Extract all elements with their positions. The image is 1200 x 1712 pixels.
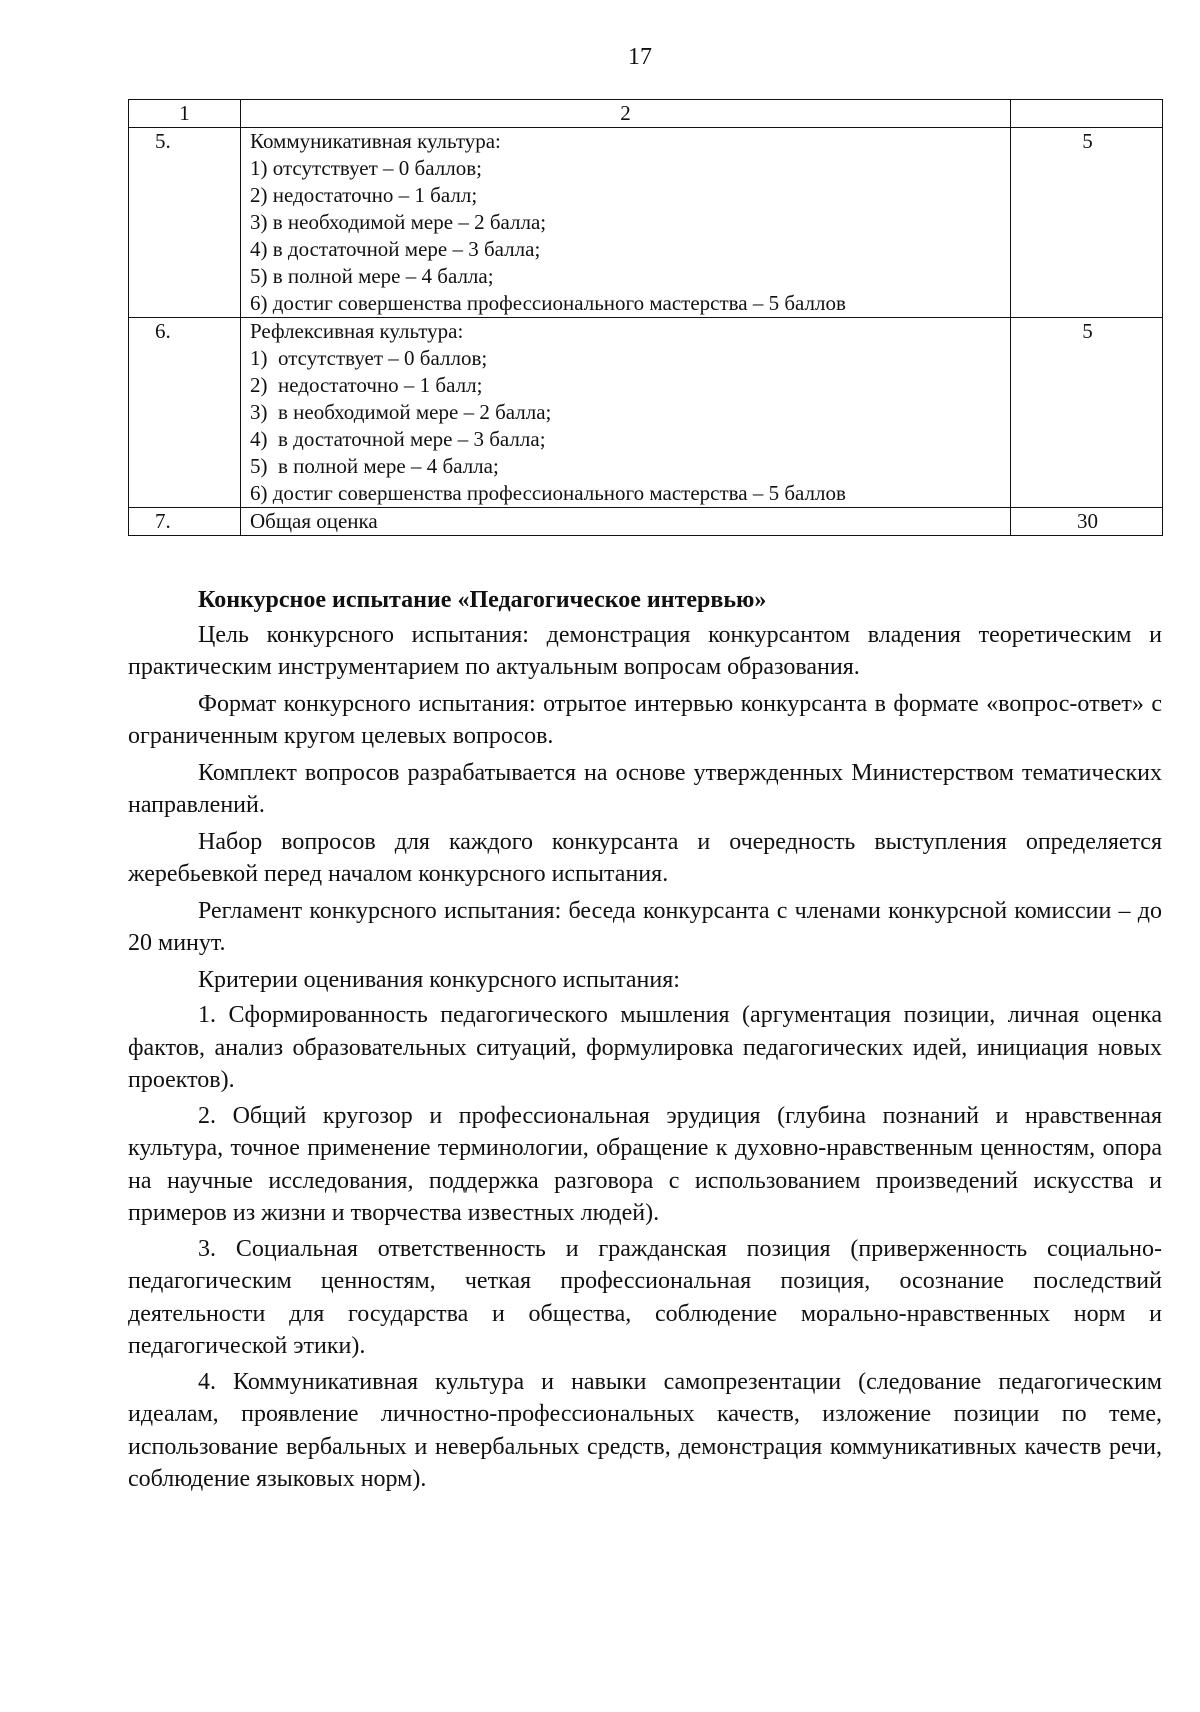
table-row <box>129 128 1163 318</box>
row-score: 30 <box>1011 508 1163 536</box>
page-number: 17 <box>628 44 652 70</box>
criterion-paragraph: 2. Общий кругозор и профессиональная эрудиция (глубина познаний и нравственная культура, точное применение терминологии, обращение к духовно-нравственным ценностям, опора на научные исследования, поддержка разговора с использованием произведений искусства и примеров из жизни и творчества известных людей). <box>128 1102 1162 1226</box>
paragraph-goal: Цель конкурсного испытания: демонстрация конкурсантом владения теоретическим и практическим инструментарием по актуальным вопросам образования. <box>128 621 1162 680</box>
criterion-item: 6) достиг совершенства профессионального мастерства – 5 баллов <box>250 291 846 315</box>
criterion-title: Рефлексивная культура: <box>250 319 464 343</box>
table-row <box>129 508 1163 536</box>
criterion-title: Общая оценка <box>250 509 378 533</box>
row-score: 5 <box>1011 128 1163 318</box>
criterion-item: 3) в необходимой мере – 2 балла; <box>250 210 547 234</box>
criterion-item: 2) недостаточно – 1 балл; <box>250 373 483 397</box>
criterion-item: 4) в достаточной мере – 3 балла; <box>250 427 546 451</box>
criteria-table <box>128 99 1163 536</box>
row-criterion <box>241 508 1011 536</box>
section-heading: Конкурсное испытание «Педагогическое интервью» <box>198 587 767 613</box>
criterion-item: 4) в достаточной мере – 3 балла; <box>250 237 541 261</box>
paragraph-question-set: Комплект вопросов разрабатывается на основе утвержденных Министерством тематических направлений. <box>128 759 1162 818</box>
criterion-title: Коммуникативная культура: <box>250 129 501 153</box>
header-cell-criterion: 2 <box>241 100 1011 128</box>
header-cell-score <box>1011 100 1163 128</box>
criterion-item: 1) отсутствует – 0 баллов; <box>250 156 482 180</box>
table-row <box>129 318 1163 508</box>
table-header-row <box>129 100 1163 128</box>
criterion-item: 1) отсутствует – 0 баллов; <box>250 346 488 370</box>
header-cell-number: 1 <box>129 100 241 128</box>
row-score: 5 <box>1011 318 1163 508</box>
paragraph-regulation: Регламент конкурсного испытания: беседа конкурсанта с членами конкурсной комиссии – до 20 минут. <box>128 897 1162 956</box>
criterion-paragraph: 1. Сформированность педагогического мышления (аргументация позиции, личная оценка фактов, анализ образовательных ситуаций, формулировка педагогических идей, инициация новых проектов). <box>128 1002 1162 1093</box>
criterion-item: 2) недостаточно – 1 балл; <box>250 183 478 207</box>
criterion-item: 5) в полной мере – 4 балла; <box>250 454 499 478</box>
section-body <box>128 584 1162 1499</box>
row-criterion <box>241 128 1011 318</box>
criterion-item: 3) в необходимой мере – 2 балла; <box>250 400 552 424</box>
criterion-item: 5) в полной мере – 4 балла; <box>250 264 494 288</box>
row-number: 5. <box>129 128 241 318</box>
criterion-paragraph: 3. Социальная ответственность и гражданская позиция (приверженность социально-педагогическим ценностям, четкая профессиональная позиция, осознание последствий деятельности для государства и общества, соблюдение морально-нравственных норм и педагогической этики). <box>128 1235 1162 1359</box>
paragraph-draw: Набор вопросов для каждого конкурсанта и очередность выступления определяется жеребьевкой перед началом конкурсного испытания. <box>128 828 1162 887</box>
paragraph-format: Формат конкурсного испытания: отрытое интервью конкурсанта в формате «вопрос-ответ» с ограниченным кругом целевых вопросов. <box>128 690 1162 749</box>
criterion-item: 6) достиг совершенства профессионального мастерства – 5 баллов <box>250 481 846 505</box>
row-number: 6. <box>129 318 241 508</box>
paragraph-criteria-intro: Критерии оценивания конкурсного испытания: <box>198 966 680 993</box>
criterion-paragraph: 4. Коммуникативная культура и навыки самопрезентации (следование педагогическим идеалам, проявление личностно-профессиональных качеств, изложение позиции по теме, использование вербальных и невербальных средств, демонстрация коммуникативных качеств речи, соблюдение языковых норм). <box>128 1368 1162 1492</box>
row-criterion <box>241 318 1011 508</box>
row-number: 7. <box>129 508 241 536</box>
